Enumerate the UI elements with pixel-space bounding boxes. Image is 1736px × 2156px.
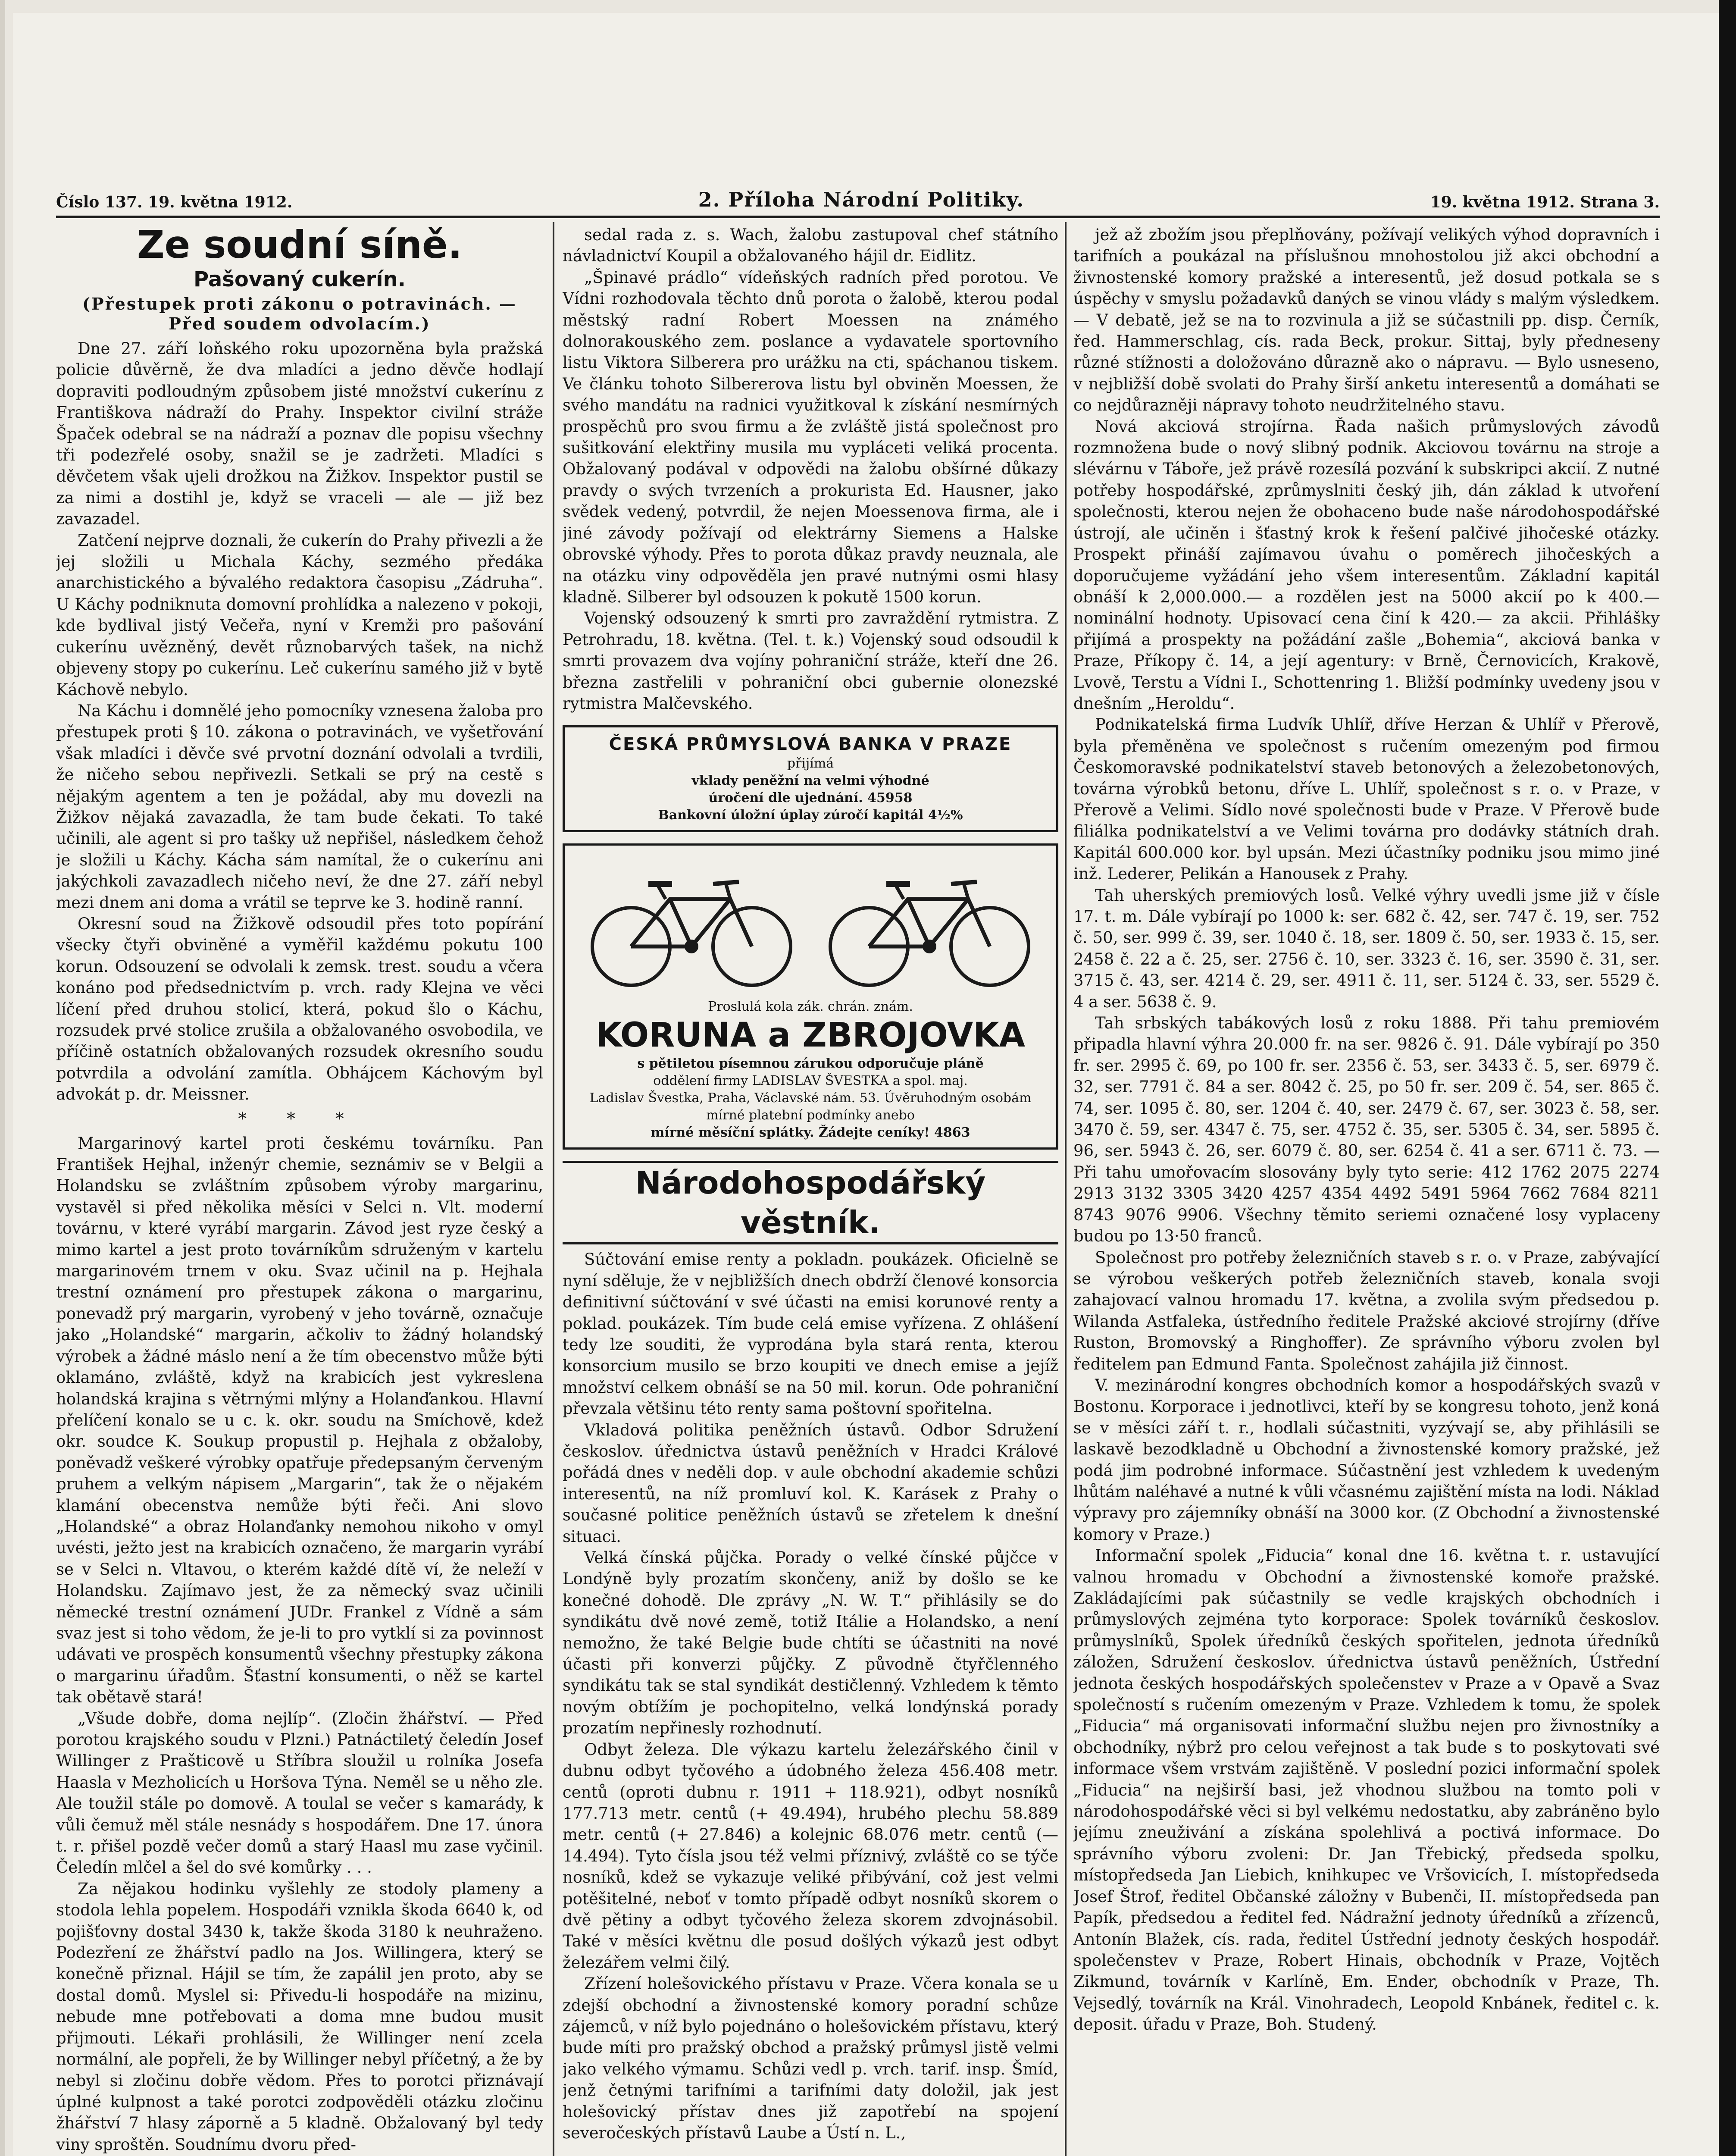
column-3	[1073, 224, 1660, 2156]
bank-ad-line: vklady peněžní na velmi výhodné	[691, 773, 929, 789]
article-paragraph: „Všude dobře, doma nejlíp“. (Zločin žhářství. — Před porotou krajského soudu v Plzni.) Patnáctiletý čeledín Josef Willinger z Prašticově u Stříbra sloužil u rolníka Josefa Haasla v Mezholicích u Horšova Týna. Neměl se u něho zle. Ale toužil stále po domově. A toulal se večer s kamarády, k vůli čemuž měl stále nesnády s hospodářem. Dne 17. února t. r. přišel pozdě večer domů a starý Haasl mu zase vyčinil. Čeledín mlčel a šel do své komůrky . . .	[56, 1709, 543, 1877]
article-title: Pašovaný cukerín.	[193, 267, 406, 291]
bicycle-ad-line: Proslulá kola zák. chrán. znám.	[708, 999, 913, 1015]
header-issue: Číslo 137. 19. května 1912.	[56, 193, 293, 211]
article-paragraph: Podnikatelská firma Ludvík Uhlíř, dříve Herzan & Uhlíř v Přerově, byla přeměněna ve společnost s ručením omezeným pod firmou Českomoravské podnikatelství staveb betonových a železobetonových, továrna výrobků betonu, dříve L. Uhlíř, společnost s r. o. v Praze, v Přerově a Velimi. Sídlo nové společnosti bude v Praze. V Přerově bude filiálka podnikatelství a ve Velimi továrna pro dodávky státních drah. Kapitál 600.000 kor. byl upsán. Mezi účastníky podniku jsou mimo jiné inž. Lederer, Pelikán a Hanousek z Prahy.	[1073, 715, 1660, 884]
article-paragraph: „Špinavé prádlo“ vídeňských radních před porotou. Ve Vídni rozhodovala těchto dnů porota o žalobě, kterou podal městský radní Robert Moessen na známého dolnorakouského zem. poslance a vydavatele sportovního listu Viktora Silberera pro urážku na cti, spáchanou tiskem. Ve článku tohoto Silbererova listu byl obviněn Moessen, že svého mandátu na radnici využitkoval k získání nesmírných prospěchů pro svou firmu a že zvláště jistá společnost pro sušitkování elektřiny musila mu vypláceti veliká procenta. Obžalovaný podával v odpovědi na žalobu obšírné důkazy pravdy o svých tvrzeních a prokurista Ed. Hausner, jako svědek vedený, potvrdil, že nejen Moessenova firma, ale i jiné závody požívají od elektrárny Siemens a Halske obrovské výhody. Přes to porota důkaz pravdy neuznala, ale na otázku viny odpověděla jen pravé nutnými osmi hlasy kladně. Silberer byl odsouzen k pokutě 1500 korun.	[563, 268, 1058, 606]
article-paragraph: jež až zbožím jsou přeplňovány, požívají velikých výhod dopravních i tarifních a poukázal na příslušnou mnohostolou již akci obchodní a živnostenské komory pražské a interesentů, jež dosud potkala se s úspěchy v smyslu požadavků daných se vinou vlády s malým výsledkem. — V debatě, jež se na to rozvinula a již se súčastnili pp. disp. Černík, řed. Hammerschlag, cís. rada Beck, prokur. Sittaj, byly předneseny různé stížnosti a doložováno důrazně ako o nápravu. — Bylo usneseno, v nejbližší době svolati do Prahy širší anketu interesentů a domáhati se co nejdůrazněji nápravy tohoto neudržitelného stavu.	[1073, 226, 1660, 415]
bank-ad-title: ČESKÁ PRŮMYSLOVÁ BANKA V PRAZE	[609, 734, 1012, 755]
bicycle-icon	[822, 860, 1037, 990]
bank-ad-line: úročení dle ujednání. 45958	[708, 790, 913, 806]
article-paragraph: Dne 27. září loňského roku upozorněna byla pražská policie důvěrně, že dva mladíci a jedno děvče hodlají dopraviti podloudným způsobem jisté množství cukerínu z Františkova nádraží do Prahy. Inspektor civilní stráže Špaček odebral se na nádraží a poznav dle popisu všechny tři podezřelé osoby, snažil se je zadržeti. Mladíci s děvčetem však ujeli drožkou na Žižkov. Inspektor pustil se za nimi a dostihl je, když se vraceli — ale — již bez zavazadel.	[56, 339, 543, 529]
column-2	[563, 224, 1058, 2156]
bicycle-icon	[584, 860, 799, 990]
article-paragraph: Společnost pro potřeby železničních staveb s r. o. v Praze, zabývající se výrobou veškerých potřeb železničních staveb, konala svoji zahajovací valnou hromadu 17. května, a zvolila svým předsedou p. Wilanda Astfaleka, ústředního ředitele Pražské akciové strojírny (dříve Ruston, Bromovský a Ringhoffer). Ze správního výboru zvolen byl ředitelem pan Edmund Fanta. Společnost zahájila již činnost.	[1073, 1248, 1660, 1373]
article-paragraph: Na Káchu i domnělé jeho pomocníky vznesena žaloba pro přestupek proti § 10. zákona o potravinách, ve vyšetřování však mladíci i děvče své prvotní doznání odvolali a tvrdili, že ničeho sebou nepřivezli. Setkali se prý na cestě s nějakým agentem a ten je požádal, aby mu dovezli na Žižkov nějaká zavazadla, že tam bude čekati. To také učinili, ale agent si pro tašky už nepřišel, následkem čehož je složili u Káchy. Kácha sám namítal, že o cukerínu ani jakýchkoli zavazadlech ničeho neví, že dne 27. září nebyl mezi dnem ani doma a vrátil se teprve ke 3. hodině ranní.	[56, 701, 543, 912]
bicycle-ad-line: Ladislav Švestka, Praha, Václavské nám. 53. Úvěruhodným osobám mírné platební podmínky anebo	[589, 1091, 1032, 1123]
article-paragraph: Súčtování emise renty a pokladn. poukázek. Oficielně se nyní sděluje, že v nejbližších dnech obdrží členové konsorcia definitivní súčtování v své účasti na emisi korunové renty a poklad. poukázek. Tím bude celá emise vyřízena. Z ohlášení tedy lze souditi, že vyprodána byla stará renta, kterou konsorcium musilo se brzo koupiti ve dnech emise a jejíž množství celkem obnáší se na 50 mil. korun. Ode pohraniční převzala většinu této renty sama poštovní spořitelna.	[563, 1250, 1058, 1418]
header-date-page: 19. května 1912. Strana 3.	[1430, 193, 1660, 211]
article-paragraph: Okresní soud na Žižkově odsoudil přes toto popírání všecky čtyři obviněné a vyměřil každému pokutu 100 korun. Odsouzení se odvolali k zemsk. trest. soudu a včera konáno pod předsednictvím p. vrch. rady Klejna ve věci líčení před druhou stolicí, která, pokud šlo o Káchu, rozsudek prvé stolice zrušila a obžalovaného osvobodila, ve příčině ostatních obžalovaných rozsudek okresního soudu potvrdila a odvolání zamítla. Obhájcem Káchovým byl advokát p. dr. Meissner.	[56, 914, 543, 1104]
header-rule	[56, 216, 1660, 218]
article-paragraph: Velká čínská půjčka. Porady o velké čínské půjčce v Londýně byly prozatím skončeny, aniž by došlo se ke konečné dohodě. Dle zprávy „N. W. T.“ přihlásily se do syndikátu dvě nové země, totiž Itálie a Holandsko, a není nemožno, že také Belgie bude chtíti se účastniti na nové účasti při konverzi půjčky. Z původně čtyřčlenného syndikátu tak se stal syndikát destičlenný. Vzhledem k těmto novým obtížím je pochopitelno, velká londýnská porady prozatím nepřinesly rozhodnutí.	[563, 1548, 1058, 1738]
bicycle-illustrations	[572, 860, 1048, 990]
article-paragraph: V. mezinárodní kongres obchodních komor a hospodářských svazů v Bostonu. Korporace i jednotlivci, kteří by se kongresu tohoto, jenž koná se v měsíci září t. r., hodlali súčastniti, vyzývají se, aby přihlásili se laskavě bezodkladně u Obchodní a živnostenské komory pražské, jež podá jim podrobné informace. Súčastnění jest vzhledem k uvedeným lhůtám naléhavé a nutné k vůli včasnému zajištění místa na lodi. Náklad výpravy pro zájemníky obnáší na 3000 kor. (Z Obchodní a živnostenské komory v Praze.)	[1073, 1376, 1660, 1544]
scan-left-edge	[0, 0, 5, 2156]
bicycle-ad-line: oddělení firmy LADISLAV ŠVESTKA a spol. maj.	[653, 1073, 968, 1089]
article-paragraph: sedal rada z. s. Wach, žalobu zastupoval chef státního návladnictví Koupil a obžalovaného hájil dr. Eidlitz.	[563, 226, 1058, 266]
page-header	[56, 181, 1660, 211]
economic-section-title: Národohospodářský věstník.	[563, 1161, 1058, 1244]
article-paragraph: Zatčení nejprve doznali, že cukerín do Prahy přivezli a že jej složili u Michala Káchy, sezmého předáka anarchistického a bývalého redaktora časopisu „Zádruha“. U Káchy podniknuta domovní prohlídka a nalezeno v pokoji, kde bydlival jistý Večeřa, nyní v Kremži pro pašování cukerínu uvězněný, devět různobarvých tašek, na nichž objeveny stopy po cukerínu. Leč cukerínu samého již v bytě Káchově nebylo.	[56, 531, 543, 699]
scan-right-edge	[1719, 0, 1736, 2156]
article-paragraph: Margarinový kartel proti českému továrníku. Pan František Hejhal, inženýr chemie, seznámiv se v Belgii a Holandsku se zvláštním způsobem výroby margarinu, vystavěl si před několika měsíci v Selci n. Vlt. moderní továrnu, v které vyrábí margarin. Závod jest ryze český a mimo kartel a jest proto továrníkům sdruženým v kartelu margarinovém trnem v oku. Svaz učinil na p. Hejhala trestní oznámení pro přestupek zákona o margarinu, ponevadž prý margarin, vyrobený v jeho továrně, označuje jako „Holandské“ margarin, ačkoliv to žádný holandský výrobek a žádné máslo není a že tím obecenstvo může býti oklamáno, zvláště, když na krabicích jest vykreslena holandská krajina s větrnými mlýny a Holanďankou. Hlavní přelíčení konalo se u c. k. okr. soudu na Smíchově, kdež okr. soudce K. Soukup propustil p. Hejhala z obžaloby, poněvadž veškeré výrobky opatřuje předepsaným červeným pruhem a velkým nápisem „Margarin“, tak že o nějakém klamání obecenstva nemůže býti řeči. Ani slovo „Holandské“ a obraz Holanďanky nemohou nikoho v omyl uvésti, ježto jest na krabicích označeno, že margarin vyrábí se v Selci n. Vltavou, o kterém každé dítě ví, že neleží v Holandsku. Zajímavo jest, že za německý svaz učinili německé trestní oznámení JUDr. Frankel z Vídně a sám svaz jest si toho vědom, že je-li to pro vytklí si za povinnost udávati ve prospěch konsumentů všechny přestupky zákona o margarinu úřadům. Šťastní konsumenti, o něž se kartel tak obětavě stará!	[56, 1134, 543, 1707]
header-masthead: 2. Příloha Národní Politiky.	[698, 188, 1025, 211]
article-paragraph: Nová akciová strojírna. Řada našich průmyslových závodů rozmnožena bude o nový slibný podnik. Akciovou továrnu na stroje a slévárnu v Táboře, jež právě rozesílá pozvání k subskripci akcií. Z nutné potřeby hospodářské, zprůmyslniti český jih, dán základ k utvoření společnosti, kterou nejen že obohaceno bude naše národohospodářské ústrojí, ale učiněn i šťastný krok k řešení palčivé jihočeské otázky. Prospekt přináší zajímavou úvahu o poměrech jihočeských a doporučujeme vyžádání jeho všem interesentům. Základní kapitál obnáší k 2,000.000.— a rozdělen jest na 5000 akcií po k 400.— nominální hodnoty. Upisovací cena činí k 420.— za akcii. Přihlášky přijímá a prospekty na požádání zašle „Bohemia“, akciová banka v Praze, Příkopy č. 14, a její agentury: v Brně, Černovicích, Krakově, Lvově, Terstu a Vídni I., Schottenring 1. Bližší podmínky uvedeny jsou v dnešním „Heroldu“.	[1073, 417, 1660, 713]
bank-advertisement	[563, 725, 1058, 832]
article-paragraph: Tah srbských tabákových losů z roku 1888. Při tahu premiovém připadla hlavní výhra 20.000 fr. na ser. 9826 č. 91. Dále vybírají po 350 fr. ser. 2995 č. 69, po 100 fr. ser. 2356 č. 53, ser. 3433 č. 5, ser. 6979 č. 32, ser. 7791 č. 84 a ser. 8042 č. 25, po 50 fr. ser. 209 č. 54, ser. 865 č. 74, ser. 1095 č. 80, ser. 1204 č. 40, ser. 2479 č. 67, ser. 3023 č. 58, ser. 3470 č. 59, ser. 4347 č. 75, ser. 4752 č. 35, ser. 5305 č. 34, ser. 5895 č. 96, ser. 5943 č. 26, ser. 6079 č. 80, ser. 6254 č. 41 a ser. 6711 č. 73. — Při tahu umořovacím slosovány byly tyto serie: 412 1762 2075 2274 2913 3132 3305 3420 4257 4354 4492 5491 5964 7662 7684 8211 8743 9076 9906. Všechny těmito seriemi označené losy vyplaceny budou po 13·50 franců.	[1073, 1014, 1660, 1246]
article-paragraph: Tah uherských premiových losů. Velké výhry uvedli jsme již v čísle 17. t. m. Dále vybírají po 1000 k: ser. 682 č. 42, ser. 747 č. 19, ser. 752 č. 50, ser. 999 č. 39, ser. 1040 č. 18, ser. 1809 č. 50, ser. 1933 č. 15, ser. 2458 č. 22 a č. 25, ser. 2756 č. 10, ser. 3323 č. 16, ser. 3590 č. 31, ser. 3715 č. 43, ser. 4214 č. 29, ser. 4911 č. 11, ser. 5124 č. 33, ser. 5529 č. 4 a ser. 5638 č. 9.	[1073, 886, 1660, 1011]
article-paragraph: Odbyt železa. Dle výkazu kartelu železářského činil v dubnu odbyt tyčového a údobného železa 456.408 metr. centů (oproti dubnu r. 1911 + 118.921), odbyt nosníků 177.713 metr. centů (+ 49.494), hrubého plechu 58.889 metr. centů (+ 27.846) a kolejnic 68.076 metr. centů (— 14.494). Tyto čísla jsou též velmi příznivý, zvláště co se týče nosníků, kdež se vykazuje veliké přibývání, což jest velmi potěšitelné, neboť v tomto případě odbyt nosníků skorem o dvě pětiny a odbyt tyčového železa skorem zdvojnásobil. Také v měsíci květnu dle posud došlých výkazů jest odbyt železářem velmi čilý.	[563, 1740, 1058, 1972]
column-1	[56, 224, 543, 2156]
article-lead: (Přestupek proti zákonu o potravinách. — Před soudem odvolacím.)	[82, 294, 517, 333]
bicycle-ad-line: mírné měsíční splátky. Žádejte ceníky! 4863	[651, 1125, 970, 1141]
bicycle-ad-line: s pětiletou písemnou zárukou odporučuje pláně	[637, 1056, 984, 1072]
section-separator: * * *	[238, 1109, 361, 1129]
bicycle-ad-brand: KORUNA a ZBROJOVKA	[595, 1016, 1026, 1055]
column-divider-2	[1065, 222, 1067, 2156]
bank-ad-line: Bankovní úložní úplay zúročí kapitál 4½%	[658, 808, 963, 823]
article-paragraph: Zřízení holešovického přístavu v Praze. Včera konala se u zdejší obchodní a živnostenské komory poradní schůze zájemců, v níž bylo pojednáno o holešovickém přístavu, který bude míti pro pražský obchod a pražský průmysl jistě velmi jako velkého výmamu. Schůzi vedl p. vrch. tarif. insp. Šmíd, jenž četnými tarifními a tarifními daty doložil, jak jest holešovický přístav dnes již zapotřebí na spojení severočeských přístavů Laube a Ústí n. L.,	[563, 1974, 1058, 2142]
bicycle-advertisement	[563, 843, 1058, 1150]
section-title: Ze soudní síně.	[137, 224, 463, 267]
article-paragraph: Vkladová politika peněžních ústavů. Odbor Sdružení českoslov. úřednictva ústavů peněžních v Hradci Králové pořádá dnes v neděli dop. v aule obchodní akademie schůzi interesentů, na níž promluví kol. K. Karásek z Prahy o současné politice peněžních ústavů se zřetelem k dnešní situaci.	[563, 1420, 1058, 1546]
bank-ad-line: přijímá	[787, 756, 834, 771]
column-divider-1	[553, 222, 554, 2156]
article-paragraph: Za nějakou hodinku vyšlehly ze stodoly plameny a stodola lehla popelem. Hospodáři vznikla škoda 6640 k, od pojišťovny dostal 3430 k, takže škoda 3180 k neuhraženo. Podezření ze žhářství padlo na Jos. Willingera, který se konečně přiznal. Hájil se tím, že zapálil jen proto, aby se dostal domů. Myslel si: Přivedu-li hospodáře na mizinu, nebude mne potřebovati a doma mne budou musit přijmouti. Lékaři prohlásili, že Willinger není zcela normální, ale popřeli, že by Willinger nebyl příčetný, a že by nebyl si zločinu dobře vědom. Přes to porotci přiznávají úplné kulpnost a také porotci zodpověděli otázku zločinu žhářství 7 hlasy záporně a 5 kladně. Obžalovaný byl tedy viny sproštěn. Soudnímu dvoru před-	[56, 1879, 543, 2154]
article-paragraph: Vojenský odsouzený k smrti pro zavraždění rytmistra. Z Petrohradu, 18. května. (Tel. t. k.) Vojenský soud odsoudil k smrti provazem dva vojíny pohraniční stráže, kteří dne 26. března zastřelili v pohraniční obci gubernie olonezské rytmistra Malčevského.	[563, 609, 1058, 713]
article-paragraph: Informační spolek „Fiducia“ konal dne 16. května t. r. ustavující valnou hromadu v Obchodní a živnostenské komoře pražské. Zakládajícími pak súčastnily se vedle krajských obchodních i průmyslových zejména tyto korporace: Spolek továrníků českoslov. průmyslníků, Spolek úředníků českých spořitelen, jednota úředníků záložen, Sdružení českoslov. úřednictva ústavů peněžních, Ústřední jednota českých hospodářských společenstev v Praze a v Opavě a Svaz společností s ručením omezeným v Praze. Vzhledem k tomu, že spolek „Fiducia“ má organisovati informační službu nejen pro živnostníky a obchodníky, nýbrž pro celou veřejnost a tak bude s to poskytovati své informace všem vrstvám zajištěně. V poslední pozici informační spolek „Fiducia“ na nejširší basi, jež vhodnou službou na tomto poli v národohospodářské věci si byl velkému nedostatku, aby zabráněno bylo jejímu zneuživání a získána spolehlivá a poctivá informace. Do správního výboru zvoleni: Dr. Jan Třebický, předseda spolku, místopředseda Jan Liebich, knihkupec ve Vršovicích, I. místopředseda Josef Štrof, ředitel Občanské záložny v Bubenči, II. místopředseda pan Papík, předsedou a ředitel fed. Nádražní jednoty úředníků a zřízenců, Antonín Blažek, cís. rada, ředitel Ústřední jednoty českých hospodář. společenstev v Praze, Robert Hinais, obchodník v Praze, Vojtěch Zikmund, továrník v Karlíně, Em. Ender, obchodník v Praze, Th. Vejsedlý, továrník na Král. Vinohradech, Leopold Knbánek, ředitel c. k. deposit. úřadu v Praze, Boh. Studený.	[1073, 1546, 1660, 2034]
